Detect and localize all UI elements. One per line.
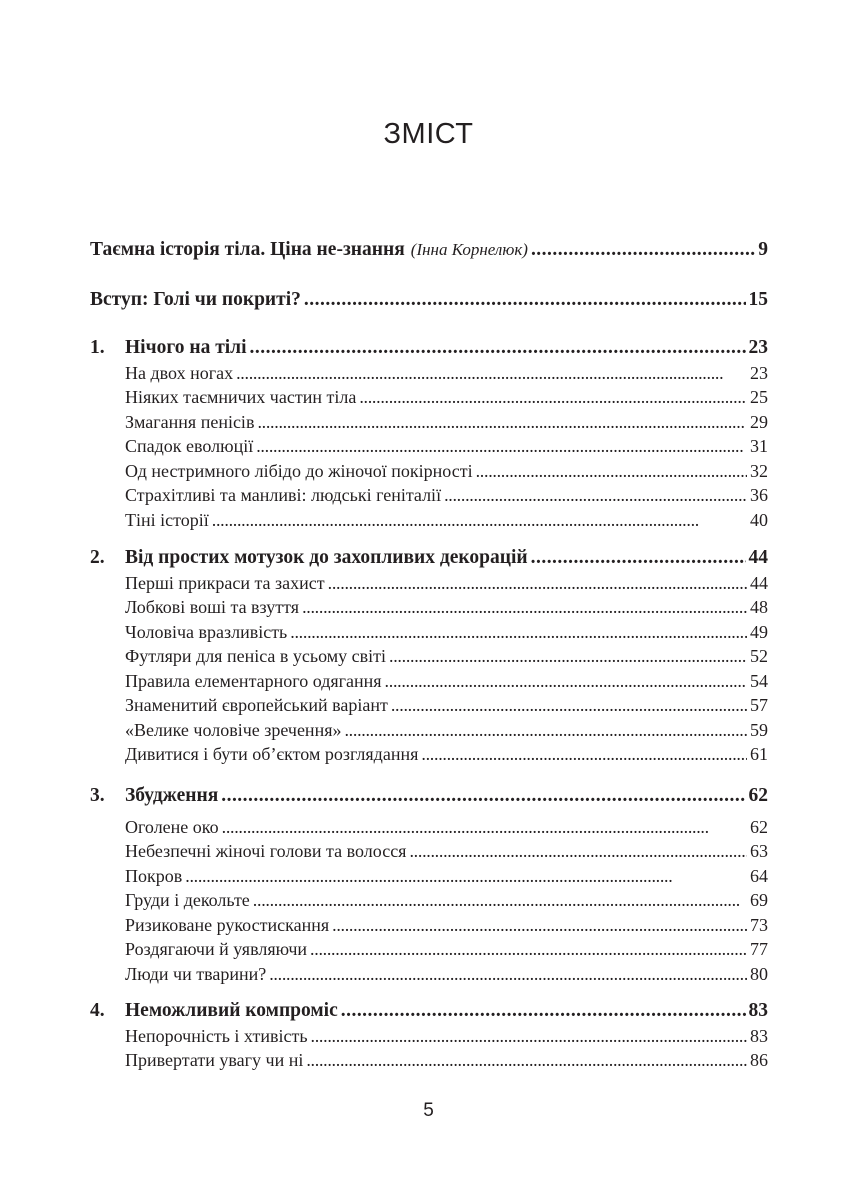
toc-intro [90,288,768,313]
entry-page: 25 [750,387,768,407]
section-entry [90,913,768,938]
entry-page: 9 [758,239,768,260]
dot-leader [256,434,747,459]
dot-leader [253,888,747,913]
page-number: 5 [423,1100,434,1121]
section-entry [90,937,768,962]
page-title: ЗМІСТ [383,118,474,150]
entry-page: 59 [750,719,768,740]
entry-title: Страхітливі та манливі: людські геніталії [125,485,442,505]
dot-leader [531,546,746,571]
entry-title: Оголене око [125,816,219,837]
entry-page: 32 [750,460,768,481]
section-entry [90,815,768,840]
dot-leader [389,644,747,669]
dot-leader [391,693,747,718]
entry-page: 64 [750,865,768,886]
entry-page: 31 [750,436,768,456]
section-entry [90,410,768,435]
dot-leader [185,864,747,889]
section-entry [90,620,768,645]
section-entry [90,693,768,718]
section-entry [90,839,768,864]
chapter-entry [90,336,768,361]
entry-author: (Інна Корнелюк) [410,240,528,259]
section-entry [90,595,768,620]
section-entry [90,1024,768,1049]
dot-leader [269,962,747,987]
toc-chapter [90,784,768,986]
dot-leader [290,620,747,645]
section-entry [90,864,768,889]
entry-title: Таємна історія тіла. Ціна не-знання [90,239,405,260]
entry-page: 73 [750,914,768,935]
entry-page: 49 [750,621,768,642]
entry-title: Вступ: Голі чи покриті? [90,289,301,310]
entry-title: Тіні історії [125,509,209,530]
dot-leader [421,742,747,767]
entry-title: Ніяких таємничих частин тіла [125,387,357,407]
toc-entry [90,238,768,263]
dot-leader [332,913,747,938]
toc-entry [90,288,768,313]
entry-page: 23 [748,337,768,358]
dot-leader [385,669,747,694]
entry-page: 44 [748,547,768,568]
dot-leader [304,288,746,313]
entry-page: 83 [748,1000,768,1021]
entry-title: Дивитися і бути об’єктом розглядання [125,744,419,764]
dot-leader [359,385,747,410]
chapter-number: 1. [90,337,105,358]
section-entry [90,361,768,386]
dot-leader [310,937,747,962]
section-entry [90,718,768,743]
chapter-number: 2. [90,547,105,568]
entry-page: 15 [748,289,768,310]
entry-page: 44 [750,572,768,593]
entry-page: 54 [750,670,768,691]
toc-chapter [90,336,768,532]
section-entry [90,483,768,508]
entry-title: На двох ногах [125,362,234,383]
section-entry [90,742,768,767]
entry-page: 62 [750,816,768,837]
entry-title: Привертати увагу чи ні [125,1050,304,1070]
dot-leader [328,571,747,596]
entry-title: Нічого на тілі [125,337,247,358]
entry-title: Правила елементарного одягання [125,670,382,691]
dot-leader [306,1048,747,1073]
entry-title: Непорочність і хтивість [125,1025,308,1046]
toc-preface [90,238,768,263]
dot-leader [221,784,745,809]
dot-leader [302,595,747,620]
entry-page: 80 [750,963,768,984]
chapter-entry [90,546,768,571]
section-entry [90,434,768,459]
section-entry [90,644,768,669]
entry-title: Лобкові воші та взуття [125,597,300,617]
entry-page: 29 [750,411,768,432]
dot-leader [212,508,747,533]
section-entry [90,888,768,913]
entry-title: Від простих мотузок до захопливих декорацій [125,547,528,568]
dot-leader [531,238,755,263]
entry-page: 62 [748,785,768,806]
chapter-number: 3. [90,785,105,806]
chapter-entry [90,999,768,1024]
entry-title: Спадок еволюції [125,436,254,456]
entry-page: 83 [750,1025,768,1046]
entry-page: 86 [750,1050,768,1070]
entry-page: 77 [750,939,768,959]
entry-title: Збудження [125,785,219,806]
entry-page: 40 [750,509,768,530]
section-entry [90,508,768,533]
chapter-number: 4. [90,1000,105,1021]
entry-title: Роздягаючи й уявляючи [125,939,308,959]
dot-leader [250,336,746,361]
dot-leader [341,999,746,1024]
entry-title: Знаменитий європейський варіант [125,695,388,715]
entry-page: 61 [750,744,768,764]
entry-page: 57 [750,695,768,715]
section-entry [90,962,768,987]
entry-title: Чоловіча вразливість [125,621,288,642]
entry-title: «Велике чоловіче зречення» [125,719,342,740]
dot-leader [444,483,747,508]
section-entry [90,1048,768,1073]
section-entry [90,459,768,484]
section-entry [90,669,768,694]
entry-page: 52 [750,646,768,666]
entry-title: Покров [125,865,183,886]
dot-leader [476,459,747,484]
entry-title: Перші прикраси та захист [125,572,325,593]
dot-leader [311,1024,747,1049]
entry-title: Ризиковане рукостискання [125,914,330,935]
entry-title: Змагання пенісів [125,411,255,432]
entry-title: Небезпечні жіночі голови та волосся [125,841,407,861]
entry-title: Неможливий компроміс [125,1000,338,1021]
dot-leader [409,839,747,864]
section-entry [90,385,768,410]
dot-leader [344,718,747,743]
entry-title: Люди чи тварини? [125,963,267,984]
dot-leader [236,361,747,386]
entry-page: 63 [750,841,768,861]
entry-page: 36 [750,485,768,505]
entry-title: Груди і декольте [125,890,250,910]
dot-leader [257,410,747,435]
entry-page: 23 [750,362,768,383]
entry-title: Футляри для пеніса в усьому світі [125,646,387,666]
entry-page: 69 [750,890,768,910]
toc-chapter [90,999,768,1073]
chapter-entry [90,784,768,809]
toc-chapter [90,546,768,767]
section-entry [90,571,768,596]
entry-title: Од нестримного лібідо до жіночої покірності [125,460,473,481]
entry-page: 48 [750,597,768,617]
dot-leader [222,815,747,840]
